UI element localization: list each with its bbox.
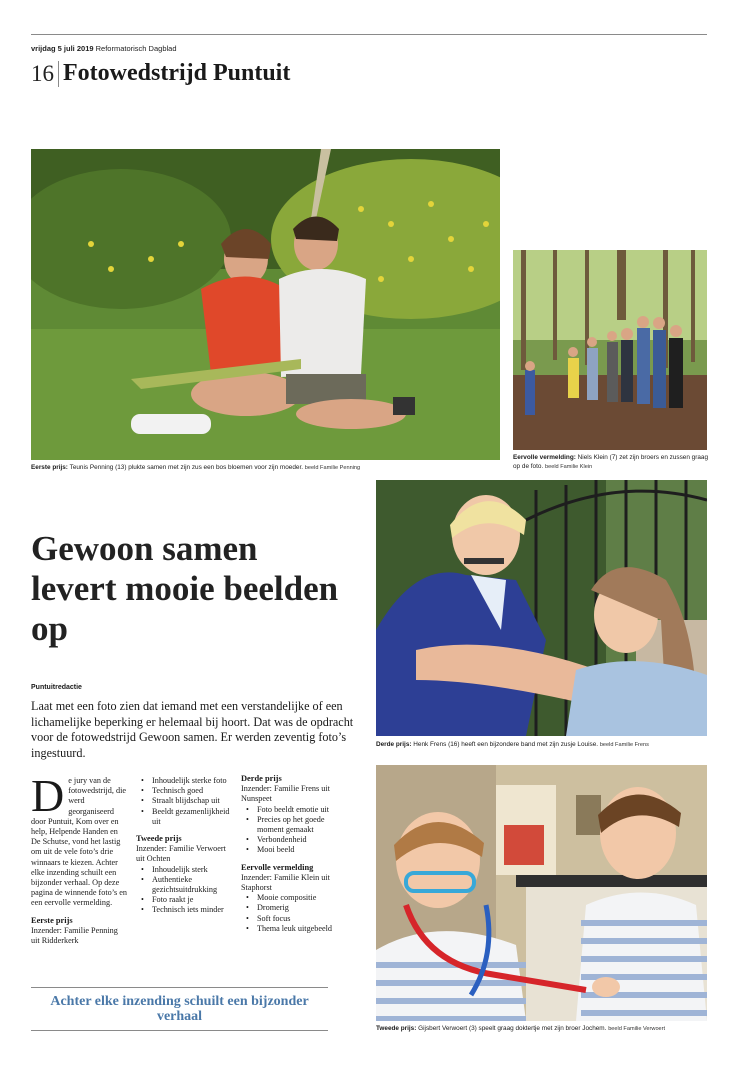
prize-point: • Inhoudelijk sterk <box>136 865 232 875</box>
photo-first-prize-image <box>31 149 500 460</box>
caption-honorable-mention-credit: beeld Familie Klein <box>544 464 593 470</box>
prize-points-honorable <box>241 893 337 934</box>
prize-point: • Technisch goed <box>136 786 232 796</box>
prize-point: • Authentieke gezichtsuitdrukking <box>136 875 232 895</box>
prize-point: • Soft focus <box>241 914 337 924</box>
prize-title-honorable: Eervolle vermelding <box>241 862 314 872</box>
prize-point: • Foto raakt je <box>136 895 232 905</box>
caption-first-prize <box>31 463 501 473</box>
article-headline: Gewoon samen levert mooie beelden op <box>31 529 339 648</box>
caption-third-prize-label: Derde prijs: <box>376 741 412 748</box>
page-header-divider <box>58 61 59 87</box>
prize-entrant-second: Inzender: Familie Verwoert uit Ochten <box>136 844 226 864</box>
top-rule <box>31 34 707 35</box>
prize-point: • Technisch iets minder <box>136 905 232 915</box>
prize-point: • Mooi beeld <box>241 845 337 855</box>
caption-third-prize-credit: beeld Familie Frens <box>599 742 649 748</box>
page-header <box>31 60 290 87</box>
caption-first-prize-text: Teunis Penning (13) plukte samen met zijn zus een bos bloemen voor zijn moeder. <box>69 464 304 471</box>
prize-point: • Beeldt gezamenlijkheid uit <box>136 807 232 827</box>
article-column-3 <box>241 767 337 934</box>
photo-second-prize-image <box>376 765 707 1021</box>
photo-honorable-mention-image <box>513 250 707 450</box>
caption-second-prize <box>376 1024 708 1034</box>
caption-first-prize-label: Eerste prijs: <box>31 464 68 471</box>
article-intro: Laat met een foto zien dat iemand met een verstandelijke of een lichamelijke beperking er helemaal bij hoort. Dat was de opdracht voor de fotowedstrijd Gewoon samen. Er werden zeventig foto’s ingestuurd. <box>31 699 354 760</box>
caption-honorable-mention-label: Eervolle vermelding: <box>513 454 576 461</box>
prize-points-third <box>241 805 337 856</box>
caption-honorable-mention <box>513 453 708 472</box>
pullquote-rule-top <box>31 987 328 988</box>
photo-first-prize <box>31 149 500 460</box>
prize-point: • Verbondenheid <box>241 835 337 845</box>
prize-point: • Mooie compositie <box>241 893 337 903</box>
pullquote-rule-bottom <box>31 1030 328 1031</box>
caption-third-prize-text: Henk Frens (16) heeft een bijzondere band met zijn zusje Louise. <box>413 741 599 748</box>
issue-date: vrijdag 5 juli 2019 <box>31 44 94 53</box>
photo-honorable-mention <box>513 250 707 450</box>
photo-second-prize <box>376 765 707 1021</box>
article-column-2 <box>136 776 232 916</box>
photo-third-prize <box>376 480 707 736</box>
article-column-1 <box>31 770 127 946</box>
prize-entrant-first: Inzender: Familie Penning uit Ridderkerk <box>31 925 118 946</box>
prize-title-third: Derde prijs <box>241 774 282 783</box>
prize-title-second: Tweede prijs <box>136 834 182 844</box>
prize-title-first: Eerste prijs <box>31 915 73 925</box>
prize-point: • Straalt blijdschap uit <box>136 796 232 806</box>
prize-entrant-third: Inzender: Familie Frens uit Nunspeet <box>241 784 330 804</box>
caption-second-prize-text: Gijsbert Verwoert (3) speelt graag doktertje met zijn broer Jochem. <box>418 1025 607 1032</box>
prize-point: • Dromerig <box>241 903 337 913</box>
prize-point: • Thema leuk uitgebeeld <box>241 924 337 934</box>
newspaper-name: Reformatorisch Dagblad <box>95 44 177 53</box>
prize-point: • Inhoudelijk sterke foto <box>136 776 232 786</box>
prize-entrant-honorable: Inzender: Familie Klein uit Staphorst <box>241 872 330 893</box>
page-number: 16 <box>31 60 54 86</box>
article-body-paragraph: e jury van de fotowedstrijd, die werd georganiseerd door Puntuit, Kom over en help, Helpende Handen en De Schutse, vond het lastig om uit de vele foto’s drie winnaars te kiezen. Achter elke inzending schuilt een bijzonder verhaal. Op deze pagina de winnende foto’s en een eervolle vermelding. <box>31 776 127 908</box>
prize-points-first <box>136 776 232 827</box>
caption-second-prize-credit: beeld Familie Verwoert <box>608 1026 666 1032</box>
prize-points-second <box>136 865 232 916</box>
caption-first-prize-credit: beeld Familie Penning <box>304 465 361 471</box>
article-byline: Puntuitredactie <box>31 684 82 691</box>
caption-second-prize-label: Tweede prijs: <box>376 1025 417 1032</box>
prize-point: • Foto beeldt emotie uit <box>241 805 337 815</box>
caption-third-prize <box>376 740 708 750</box>
photo-third-prize-image <box>376 480 707 736</box>
article-dropcap: D <box>31 770 65 821</box>
dateline <box>31 44 177 53</box>
caption-honorable-mention-text: Niels Klein (7) zet zijn broers en zussen graag op de foto. <box>513 454 709 470</box>
section-title: Fotowedstrijd Puntuit <box>63 60 291 86</box>
pullquote: Achter elke inzending schuilt een bijzonder verhaal <box>50 994 309 1024</box>
prize-point: • Precies op het goede moment gemaakt <box>241 815 337 835</box>
